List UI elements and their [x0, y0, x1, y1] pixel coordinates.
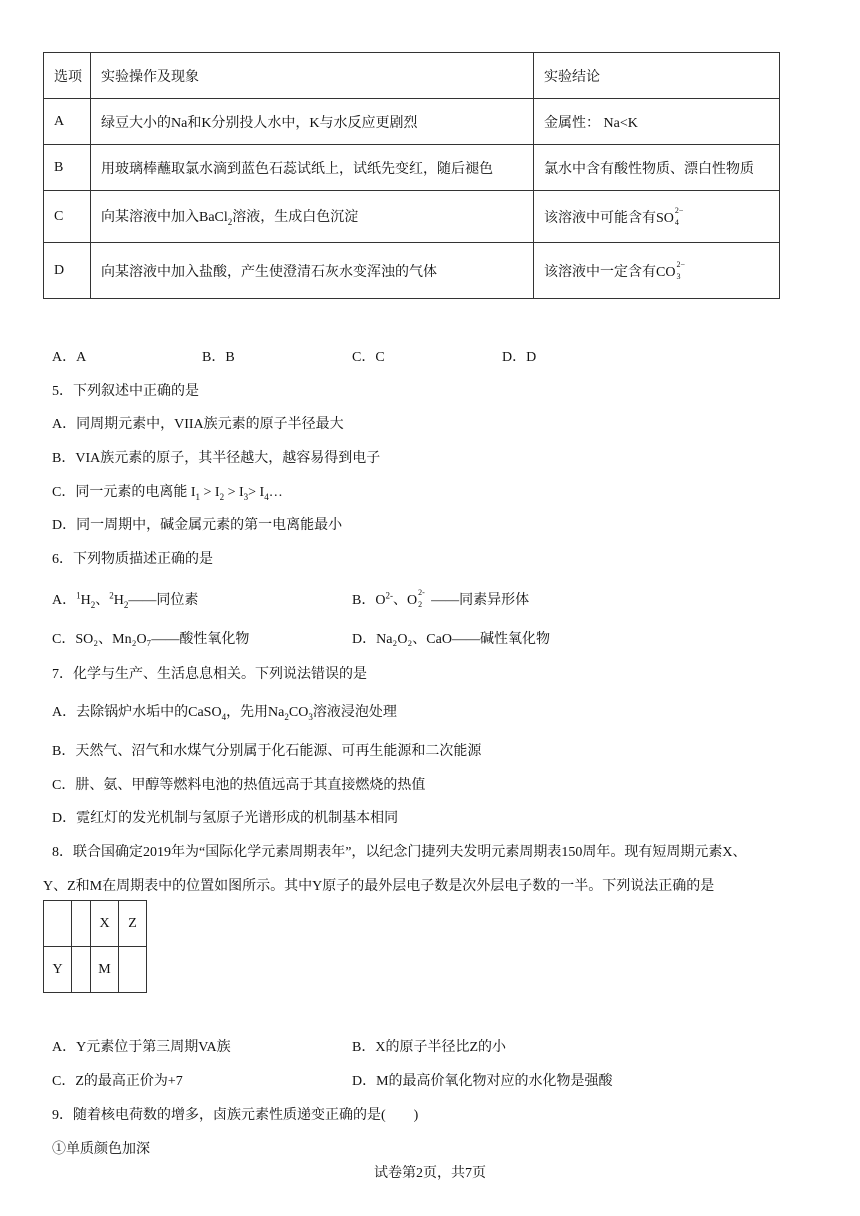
row-option: B — [44, 145, 91, 191]
conclusion-text: 该溶液中可能含有SO — [544, 210, 674, 226]
subscript: 2 — [227, 216, 233, 227]
row-conclusion — [534, 243, 780, 299]
grid-cell: X — [91, 901, 119, 947]
q4-option-b: B．B — [202, 350, 235, 365]
row-conclusion: 金属性： Na<K — [534, 99, 780, 145]
table-row — [44, 99, 780, 145]
row-conclusion — [534, 191, 780, 243]
grid-row — [44, 901, 147, 947]
q6-option-d: D．Na₂O₂、CaO——碱性氧化物 — [352, 632, 550, 647]
q7-stem: 7．化学与生产、生活息息相关。下列说法错误的是 — [52, 667, 367, 682]
grid-cell — [72, 947, 91, 993]
q6-stem: 6．下列物质描述正确的是 — [52, 552, 213, 567]
q5-option-b: B．VIA族元素的原子，其半径越大，越容易得到电子 — [52, 451, 381, 466]
row-operation — [91, 191, 534, 243]
row-option: C — [44, 191, 91, 243]
q9-item-1: ①单质颜色加深 — [52, 1142, 150, 1157]
q5-option-a: A．同周期元素中，VIIA族元素的原子半径最大 — [52, 417, 344, 432]
q8-stem-line2: Y、Z和M在周期表中的位置如图所示。其中Y原子的最外层电子数是次外层电子数的一半。下列说法正确的是 — [43, 879, 715, 894]
q7-option-c: C．肼、氨、甲醇等燃料电池的热值远高于其直接燃烧的热值 — [52, 778, 426, 793]
operation-text: 向某溶液中加入BaCl — [101, 210, 228, 226]
q8-option-d: D．M的最高价氧化物对应的水化物是强酸 — [352, 1074, 613, 1089]
q7-option-d: D．霓红灯的发光机制与氢原子光谱形成的机制基本相同 — [52, 811, 399, 826]
table-row — [44, 243, 780, 299]
table-header-row — [44, 53, 780, 99]
q5-option-d: D．同一周期中，碱金属元素的第一电离能最小 — [52, 518, 343, 533]
row-operation: 向某溶液中加入盐酸，产生使澄清石灰水变浑浊的气体 — [91, 243, 534, 299]
q6-option-c: C．SO₂、Mn₂O₇——酸性氧化物 — [52, 632, 250, 647]
q9-stem: 9．随着核电荷数的增多，卤族元素性质递变正确的是( ) — [52, 1108, 419, 1123]
q8-option-a: A．Y元素位于第三周期VA族 — [52, 1040, 231, 1055]
table-row — [44, 191, 780, 243]
header-operation: 实验操作及现象 — [91, 53, 534, 99]
q5-option-c: C．同一元素的电离能 $I_1 > I_2 > I_3>$ $I_4\dots$ — [52, 485, 283, 502]
grid-row — [44, 947, 147, 993]
row-option: D — [44, 243, 91, 299]
q8-stem-line1: 8．联合国确定2019年为“国际化学元素周期表年”，以纪念门捷列夫发明元素周期表150周年。现有短周期元素X、 — [52, 845, 747, 860]
q6-option-b: B．$O^{2-}$、O 2- 2 ——同素异形体 — [352, 588, 530, 609]
ion-notation: 2− 3 — [676, 259, 685, 281]
grid-cell — [44, 901, 72, 947]
table-row — [44, 145, 780, 191]
experiment-table — [43, 52, 780, 299]
q8-option-c: C．Z的最高正价为+7 — [52, 1074, 183, 1089]
row-conclusion: 氯水中含有酸性物质、漂白性物质 — [534, 145, 780, 191]
grid-cell — [72, 901, 91, 947]
row-operation: 绿豆大小的Na和K分别投人水中，K与水反应更剧烈 — [91, 99, 534, 145]
grid-cell: Y — [44, 947, 72, 993]
operation-text: 溶液，生成白色沉淀 — [232, 210, 359, 226]
row-option: A — [44, 99, 91, 145]
q4-option-a: A．A — [52, 350, 87, 365]
grid-cell: Z — [119, 901, 147, 947]
row-operation: 用玻璃棒蘸取氯水滴到蓝色石蕊试纸上，试纸先变红，随后褪色 — [91, 145, 534, 191]
grid-cell: M — [91, 947, 119, 993]
q4-option-c: C．C — [352, 350, 385, 365]
q4-option-d: D．D — [502, 350, 537, 365]
ion-notation: 2− 4 — [674, 205, 684, 227]
conclusion-text: 该溶液中一定含有CO — [544, 264, 676, 280]
ion-notation: 2- 2 — [418, 588, 425, 609]
q8-option-b: B．X的原子半径比Z的小 — [352, 1040, 506, 1055]
q5-stem: 5．下列叙述中正确的是 — [52, 384, 199, 399]
periodic-table-fragment — [43, 900, 147, 993]
grid-cell — [119, 947, 147, 993]
header-conclusion: 实验结论 — [534, 53, 780, 99]
q7-option-b: B．天然气、沼气和水煤气分别属于化石能源、可再生能源和二次能源 — [52, 744, 482, 759]
page-footer: 试卷第2页，共7页 — [374, 1166, 486, 1181]
q6-option-a: A．$^1H_2$、$^2H_2——$同位素 — [52, 590, 199, 610]
q7-option-a: A．去除锅炉水垢中的CaSO$_4$，先用$Na_2CO_3$溶液浸泡处理 — [52, 705, 397, 722]
header-option: 选项 — [44, 53, 91, 99]
